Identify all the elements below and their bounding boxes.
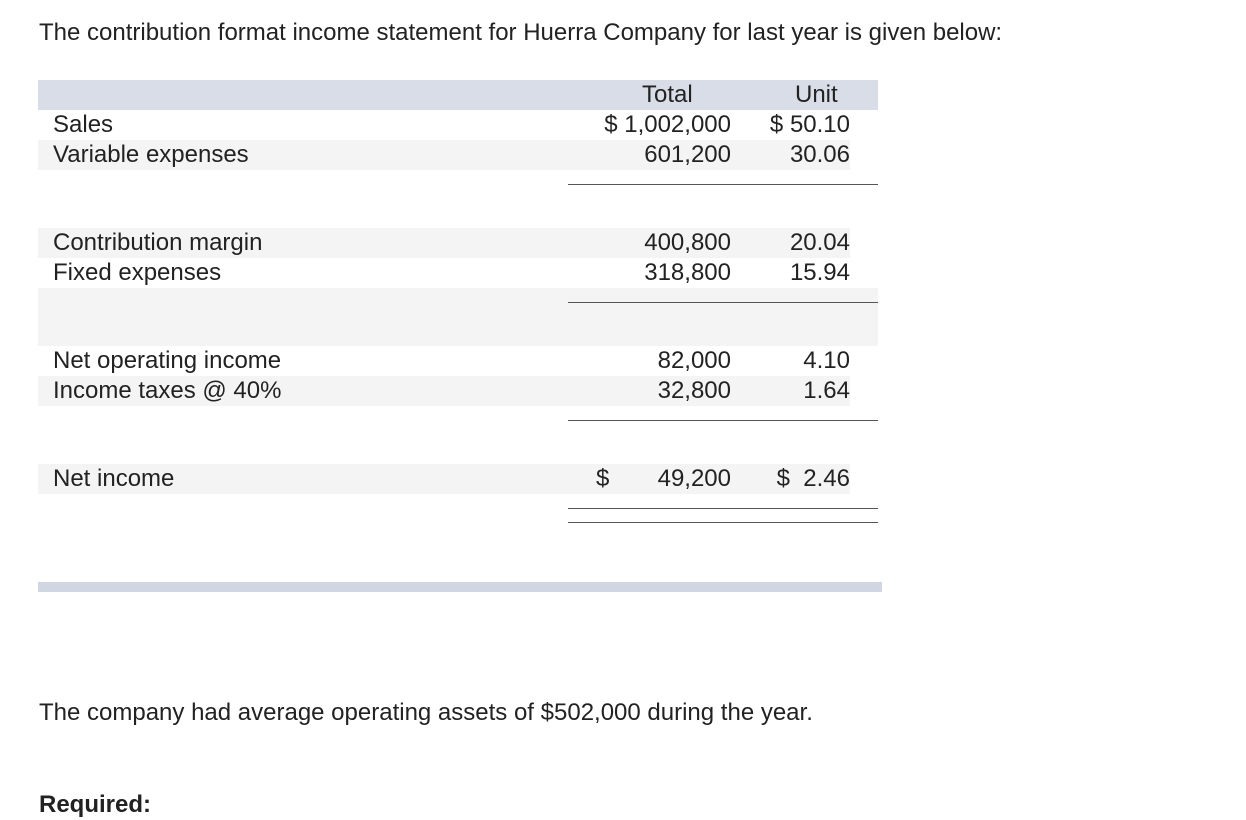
- table-header-band: [38, 80, 878, 110]
- total-double-rule-top: [568, 508, 878, 509]
- assets-text: The company had average operating assets of $502,000 during the year.: [39, 699, 813, 726]
- total-double-rule-bottom: [568, 522, 878, 523]
- row-label-variable-expenses: Variable expenses: [53, 141, 249, 168]
- row-total-sales: $ 1,002,000: [604, 111, 731, 138]
- subtotal-rule: [568, 302, 878, 303]
- row-total-fixed-expenses: 318,800: [644, 259, 731, 286]
- row-unit-variable-expenses: 30.06: [789, 141, 850, 168]
- spacer-band: [38, 288, 878, 346]
- column-header-total: Total: [642, 81, 693, 108]
- row-total-variable-expenses: 601,200: [644, 141, 731, 168]
- row-unit-income-taxes: 1.64: [803, 377, 850, 404]
- income-statement-table: [38, 80, 882, 600]
- row-unit-sales: $ 50.10: [769, 111, 850, 138]
- column-header-unit: Unit: [795, 81, 838, 108]
- row-total-net-operating-income: 82,000: [657, 347, 731, 374]
- subtotal-rule: [568, 184, 878, 185]
- row-label-net-income: Net income: [53, 465, 175, 492]
- row-unit-contribution-margin: 20.04: [789, 229, 850, 256]
- row-total-net-income: 49,200: [657, 465, 731, 492]
- row-label-sales: Sales: [53, 111, 114, 138]
- required-heading: Required:: [39, 791, 152, 818]
- row-total-contribution-margin: 400,800: [644, 229, 731, 256]
- row-total-symbol-net-income: $: [596, 465, 610, 492]
- row-unit-net-operating-income: 4.10: [803, 347, 850, 374]
- row-unit-net-income: $ 2.46: [776, 465, 850, 492]
- row-label-net-operating-income: Net operating income: [53, 347, 282, 374]
- subtotal-rule: [568, 420, 878, 421]
- row-label-income-taxes: Income taxes @ 40%: [53, 377, 282, 404]
- row-label-fixed-expenses: Fixed expenses: [53, 259, 222, 286]
- row-unit-fixed-expenses: 15.94: [789, 259, 850, 286]
- table-footer-band: [38, 582, 882, 592]
- row-label-contribution-margin: Contribution margin: [53, 229, 263, 256]
- intro-text: The contribution format income statement for Huerra Company for last year is given below:: [39, 19, 1003, 46]
- row-total-income-taxes: 32,800: [657, 377, 731, 404]
